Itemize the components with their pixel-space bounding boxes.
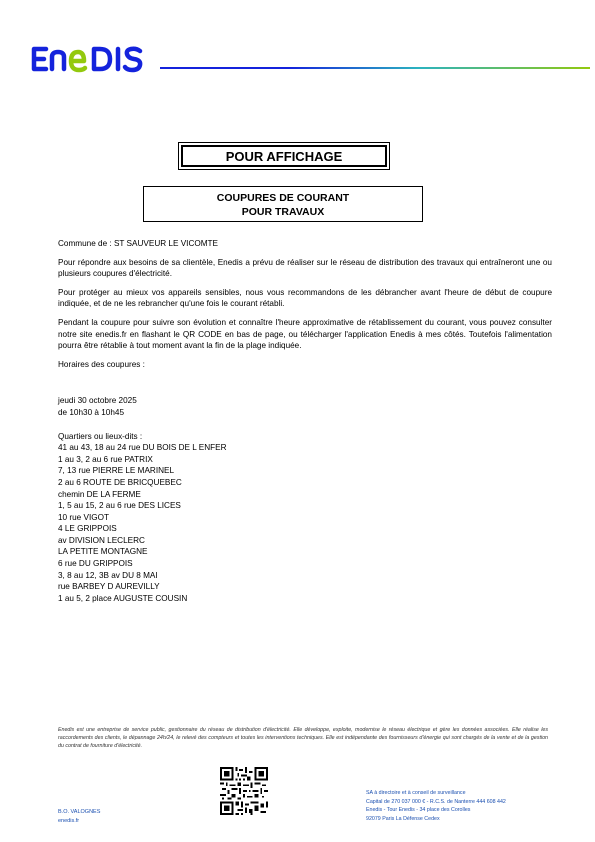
header-gradient-line: [160, 67, 590, 69]
list-item: LA PETITE MONTAGNE: [58, 547, 148, 557]
enedis-logo: [30, 40, 160, 74]
company-capital: Capital de 270 037 000 € - R.C.S. de Nanterre 444 608 442: [366, 798, 506, 805]
list-item: 41 au 43, 18 au 24 rue DU BOIS DE L ENFER: [58, 443, 227, 453]
enedis-logo-graphic: [30, 40, 160, 74]
footer-legal-text: Enedis est une entreprise de service public, gestionnaire du réseau de distribution d'électricité. Elle développe, exploite, modernise le réseau électrique et gère les données associées. Elle réalise les raccordements des clients, le dépannage 24h/24, le relevé des compteurs et toutes les interventions techniques. Elle est indépendante des fournisseurs d'énergie qui sont chargés de la vente et de la gestion du contrat de fourniture d'électricité.: [58, 727, 548, 749]
page-title: POUR AFFICHAGE: [181, 145, 387, 167]
paragraph-intro: Pour répondre aux besoins de sa clientèle, Enedis a prévu de réaliser sur le réseau de distribution des travaux qui entraîneront une ou plusieurs coupures d'électricité.: [58, 257, 552, 279]
paragraph-follow: Pendant la coupure pour suivre son évolution et connaître l'heure approximative de rétablissement du courant, vous pouvez consulter notre site enedis.fr en flashant le QR CODE en bas de page, ou télécharger l'application Enedis à mes côtés. Toutefois l'alimentation pourra être rétablie à tout moment avant la fin de la plage indiquée.: [58, 317, 552, 351]
office-name: B.O. VALOGNES: [58, 809, 101, 815]
list-item: 10 rue VIGOT: [58, 512, 109, 522]
title-box: [178, 142, 390, 170]
list-item: 3, 8 au 12, 3B av DU 8 MAI: [58, 570, 158, 580]
list-item: 7, 13 rue PIERRE LE MARINEL: [58, 466, 175, 476]
list-item: 1 au 5, 2 place AUGUSTE COUSIN: [58, 593, 188, 603]
subtitle-line-2: POUR TRAVAUX: [241, 206, 325, 218]
notice-body: [58, 238, 552, 604]
horaires-label: Horaires des coupures :: [58, 359, 145, 369]
subtitle-box: [143, 186, 423, 222]
schedule: [58, 395, 552, 418]
list-item: 1, 5 au 15, 2 au 6 rue DES LICES: [58, 501, 181, 511]
commune-line: Commune de : ST SAUVEUR LE VICOMTE: [58, 239, 219, 248]
right-footer: [366, 789, 506, 823]
company-address: Enedis - Tour Enedis - 34 place des Corolles: [366, 807, 471, 814]
company-city: 92079 Paris La Défense Cedex: [366, 815, 440, 822]
quartiers-list: [58, 431, 552, 605]
qr-code-icon: [220, 767, 268, 815]
list-item: chemin DE LA FERME: [58, 489, 141, 499]
list-item: 4 LE GRIPPOIS: [58, 524, 117, 534]
list-item: 2 au 6 ROUTE DE BRICQUEBEC: [58, 477, 182, 487]
company-form: SA à directoire et à conseil de surveillance: [366, 790, 466, 796]
list-item: rue BARBEY D AUREVILLY: [58, 582, 160, 592]
website-link[interactable]: enedis.fr: [58, 818, 80, 824]
coupure-date: jeudi 30 octobre 2025: [58, 396, 137, 406]
list-item: 1 au 3, 2 au 6 rue PATRIX: [58, 454, 153, 464]
qr-code[interactable]: [220, 767, 268, 815]
subtitle-line-1: COUPURES DE COURANT: [216, 192, 350, 204]
quartiers-label: Quartiers ou lieux-dits :: [58, 431, 143, 441]
coupure-time: de 10h30 à 10h45: [58, 407, 125, 417]
list-item: 6 rue DU GRIPPOIS: [58, 559, 133, 569]
list-item: av DIVISION LECLERC: [58, 535, 145, 545]
paragraph-protect: Pour protéger au mieux vos appareils sensibles, nous vous recommandons de les débrancher avant l'heure de début de coupure indiquée, et de ne les rebrancher qu'une fois le courant rétabli.: [58, 287, 552, 309]
left-footer: [58, 808, 100, 826]
